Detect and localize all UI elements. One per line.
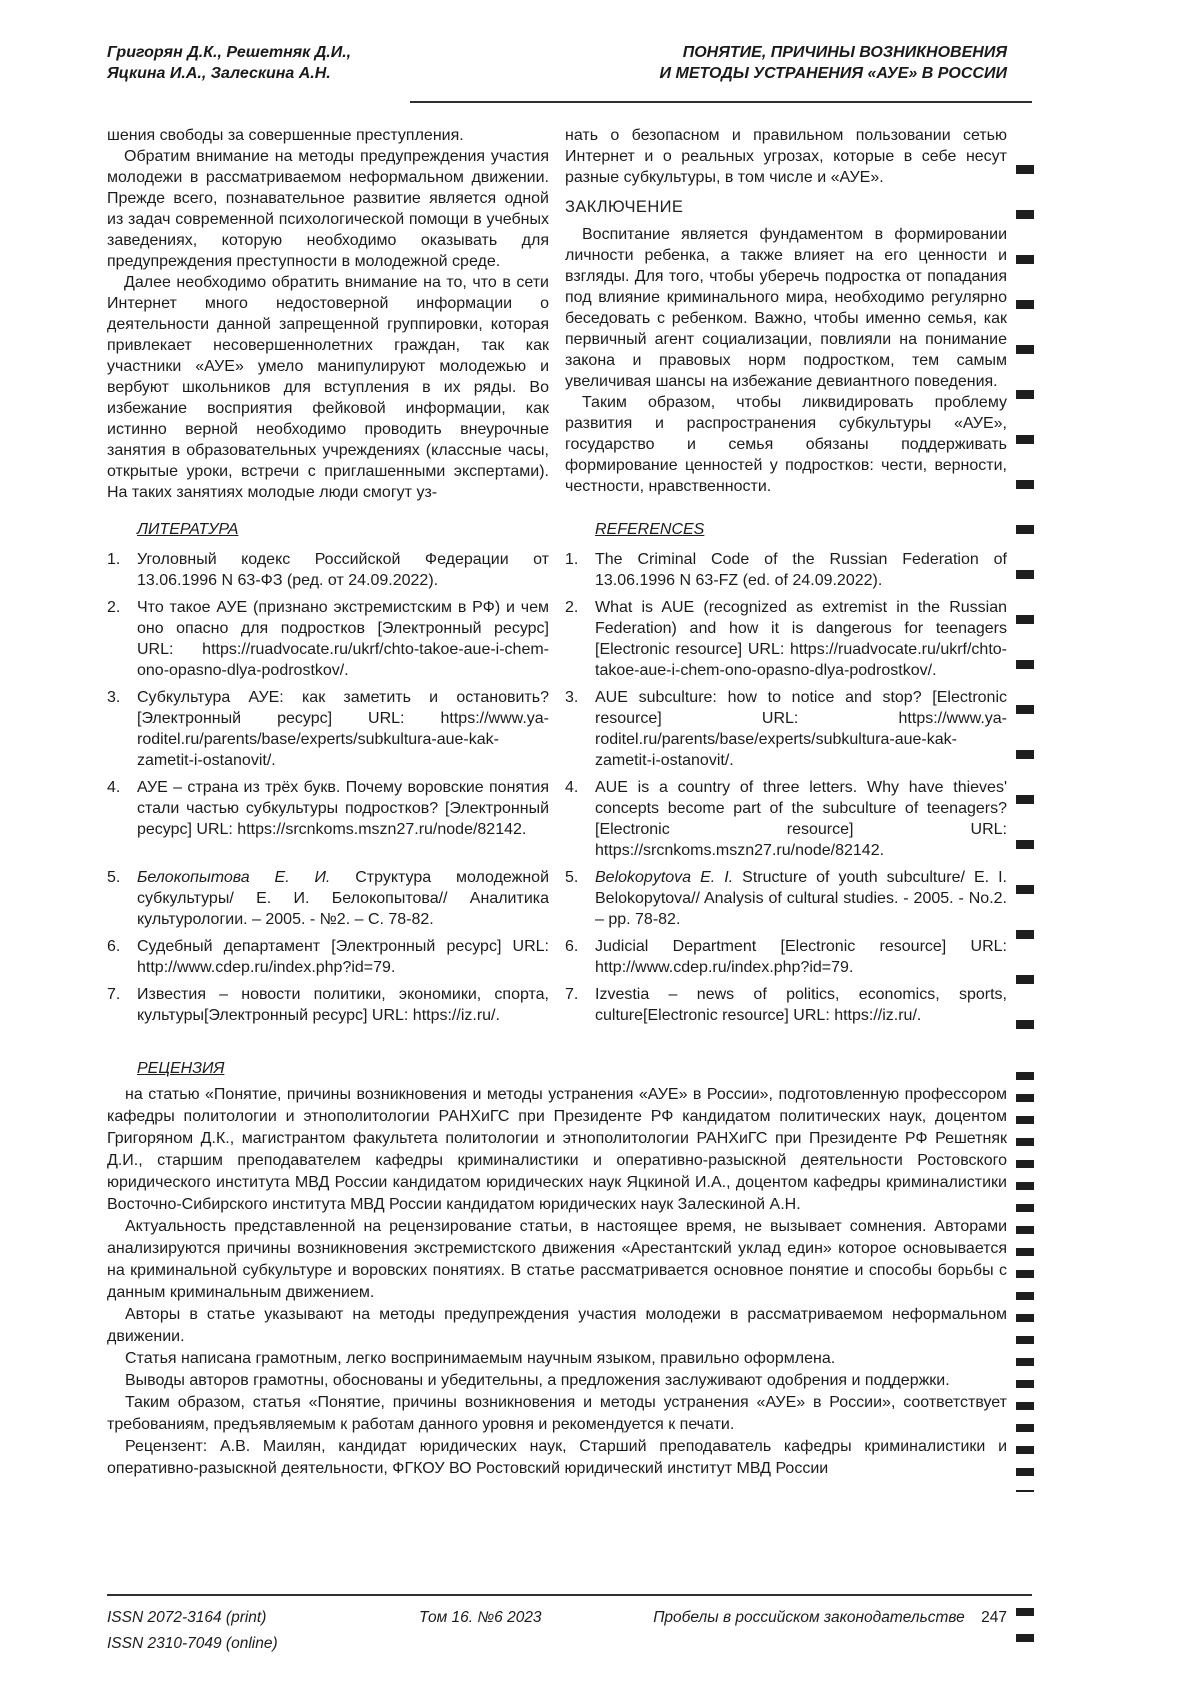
- item-text: AUE subculture: how to notice and stop? [Electronic resource] URL: https://www.ya-roditel.ru/parents/base/experts/subkultura-aue-kak-zametit-i-ostanovit/.: [595, 689, 1007, 769]
- issn-block: [107, 1605, 419, 1657]
- article-right-column: [565, 125, 1007, 503]
- literature-item: [107, 549, 549, 591]
- footer-divider: [107, 1594, 1032, 1596]
- page-header: [107, 42, 1007, 84]
- literature-item: [107, 687, 549, 771]
- item-number: 7.: [565, 986, 579, 1003]
- article-title: [660, 42, 1007, 84]
- item-text: The Criminal Code of the Russian Federation of 13.06.1996 N 63-FZ (ed. of 24.09.2022).: [595, 551, 1007, 589]
- item-number: 2.: [565, 599, 579, 616]
- paragraph: Обратим внимание на методы предупреждения участия молодежи в рассматриваемом неформальном движении. Прежде всего, познавательное развитие является одной из задач современной психологической помощи в учебных заведениях, которую необходимо оказывать для предупреждения преступности в молодежной среде.: [107, 148, 549, 270]
- review-paragraph: Статья написана грамотным, легко воспринимаемым научным языком, правильно оформлена.: [125, 1350, 836, 1367]
- article-body: [107, 125, 1007, 503]
- page-number: 247: [981, 1609, 1007, 1626]
- review-paragraph: на статью «Понятие, причины возникновения и методы устранения «АУЕ» в России», подготовленную профессором кафедры политологии и этнополитологии РАНХиГС при Президенте РФ кандидатом политических наук, доцентом Григоряном Д.К., магистрантом факультета политологии и этнополитологии РАНХиГС при Президенте РФ Решетняк Д.И., старшим преподавателем кафедры криминалистики и оперативно-разыскной деятельности Ростовского юридического института МВД России кандидатом юридических наук Яцкиной И.А., доцентом кафедры криминалистики Восточно-Сибирского института МВД России кандидатом юридических наук Залескиной А.Н.: [107, 1086, 1007, 1213]
- item-number: 3.: [107, 689, 121, 706]
- item-number: 6.: [565, 938, 579, 955]
- paragraph: Далее необходимо обратить внимание на то, что в сети Интернет много недостоверной информации о деятельности данной запрещенной группировки, которая привлекает несовершеннолетних граждан, так как участники «АУЕ» умело манипулируют молодежью и вербуют школьников для вступления в их ряды. Во избежание восприятия фейковой информации, как истинно верной необходимо проводить внеурочные занятия в образовательных учреждениях (классные часы, открытые уроки, встречи с приглашенными экспертами). На таких занятиях молодые люди смогут уз-: [107, 274, 549, 501]
- item-number: 4.: [107, 779, 121, 796]
- journal-block: [653, 1605, 1007, 1657]
- paragraph: Воспитание является фундаментом в формировании личности ребенка, а также влияет на его ценности и взгляды. Для того, чтобы уберечь подростка от попадания под влияние криминального мира, необходимо регулярно беседовать с ребенком. Важно, чтобы именно семья, как первичный агент социализации, повлияли на понимание закона и правовых норм подростком, тем самым увеличивая шансы на избежание девиантного поведения.: [565, 226, 1007, 390]
- literature-item: [107, 597, 549, 681]
- item-author-emphasis: Belokopytova E. I.: [595, 869, 734, 886]
- page-edge-marks: [1016, 1072, 1034, 1492]
- review-paragraph: Рецензент: А.В. Маилян, кандидат юридических наук, Старший преподаватель кафедры криминалистики и оперативно-разыскной деятельности, ФГКОУ ВО Ростовский юридический институт МВД России: [107, 1438, 1007, 1477]
- literature-item: [107, 984, 549, 1026]
- reference-item: [565, 984, 1007, 1026]
- item-number: 1.: [565, 551, 579, 568]
- reference-item: [565, 936, 1007, 978]
- reference-lists: [107, 519, 1007, 1032]
- literature-heading: ЛИТЕРАТУРА: [137, 521, 239, 538]
- authors-line-1: Григорян Д.К., Решетняк Д.И.,: [107, 44, 352, 61]
- review-paragraph: Авторы в статье указывают на методы предупреждения участия молодежи в рассматриваемом неформальном движении.: [107, 1306, 1007, 1345]
- review-heading: РЕЦЕНЗИЯ: [137, 1060, 225, 1077]
- paragraph: шения свободы за совершенные преступления.: [107, 127, 464, 144]
- paragraph: Таким образом, чтобы ликвидировать проблему развития и распространения субкультуры «АУЕ», государство и семья обязаны поддерживать формирование ценностей у подростков: чести, верности, честности, нравственности.: [565, 394, 1007, 495]
- issn-online: ISSN 2310-7049 (online): [107, 1635, 278, 1652]
- item-text: Judicial Department [Electronic resource] URL: http://www.cdep.ru/index.php?id=79.: [595, 938, 1007, 976]
- review-paragraph: Актуальность представленной на рецензирование статьи, в настоящее время, не вызывает сомнения. Авторами анализируются причины возникновения экстремистского движения «Арестантский уклад един» которое основывается на криминальной субкультуре и воровских понятиях. В статье рассматривается основное понятие и способы борьбы с данным криминальным движением.: [107, 1218, 1007, 1301]
- item-text: Что такое АУЕ (признано экстремистским в РФ) и чем оно опасно для подростков [Электронный ресурс] URL: https://ruadvocate.ru/ukrf/chto-takoe-aue-i-chem-ono-opasno-dlya-podrostkov/.: [137, 599, 549, 679]
- item-number: 5.: [565, 869, 579, 886]
- paragraph: нать о безопасном и правильном пользовании сетью Интернет и о реальных угрозах, которые в себе несут разные субкультуры, в том числе и «АУЕ».: [565, 127, 1007, 186]
- review-section: [107, 1058, 1007, 1480]
- page-footer: [107, 1594, 1032, 1657]
- item-author-emphasis: Белокопытова Е. И.: [137, 869, 331, 886]
- literature-item: [107, 867, 549, 930]
- reference-item: [565, 687, 1007, 771]
- review-paragraph: Таким образом, статья «Понятие, причины возникновения и методы устранения «АУЕ» в России», соответствует требованиям, предъявляемым к работам данного уровня и рекомендуется к печати.: [107, 1394, 1007, 1433]
- page-content: [107, 42, 1007, 1480]
- item-text: Izvestia – news of politics, economics, sports, culture[Electronic resource] URL: https://iz.ru/.: [595, 986, 1007, 1024]
- item-text: Субкультура АУЕ: как заметить и остановить? [Электронный ресурс] URL: https://www.ya-roditel.ru/parents/base/experts/subkultura-aue-kak-zametit-i-ostanovit/.: [137, 689, 549, 769]
- item-number: 1.: [107, 551, 121, 568]
- volume-info: Том 16. №6 2023: [419, 1609, 542, 1626]
- article-left-column: [107, 125, 549, 503]
- reference-item: [565, 867, 1007, 930]
- item-text: Уголовный кодекс Российской Федерации от 13.06.1996 N 63-ФЗ (ред. от 24.09.2022).: [137, 551, 549, 589]
- journal-name: Пробелы в российском законодательстве: [653, 1609, 965, 1626]
- reference-item: [565, 549, 1007, 591]
- item-text: Известия – новости политики, экономики, спорта, культуры[Электронный ресурс] URL: https://iz.ru/.: [137, 986, 549, 1024]
- item-text: [137, 867, 549, 930]
- authors-block: [107, 42, 351, 84]
- item-text-rest: Структура молодежной субкультуры/ Е. И. Белокопытова// Аналитика культурологии. – 2005. - №2. – С. 78-82.: [137, 869, 549, 928]
- item-number: 6.: [107, 938, 121, 955]
- review-paragraph: Выводы авторов грамотны, обоснованы и убедительны, а предложения заслуживают одобрения и поддержки.: [125, 1372, 950, 1389]
- item-number: 3.: [565, 689, 579, 706]
- page-edge-marks: [1016, 1608, 1034, 1654]
- title-line-1: ПОНЯТИЕ, ПРИЧИНЫ ВОЗНИКНОВЕНИЯ: [682, 44, 1007, 61]
- item-text: [595, 867, 1007, 930]
- reference-item: [565, 597, 1007, 681]
- item-text: Судебный департамент [Электронный ресурс] URL: http://www.cdep.ru/index.php?id=79.: [137, 938, 549, 976]
- literature-item: [107, 777, 549, 861]
- item-text-rest: Structure of youth subculture/ E. I. Belokopytova// Analysis of cultural studies. - 2005. - No.2. – pp. 78-82.: [595, 869, 1007, 928]
- footer-row: [107, 1605, 1032, 1657]
- authors-line-2: Яцкина И.А., Залескина А.Н.: [107, 65, 331, 82]
- reference-item: [565, 777, 1007, 861]
- references-heading: REFERENCES: [595, 521, 705, 538]
- page-edge-marks: [1016, 165, 1034, 1043]
- item-number: 7.: [107, 986, 121, 1003]
- item-text: AUE is a country of three letters. Why have thieves' concepts become part of the subculture of teenagers? [Electronic resource] URL: https://srcnkoms.mszn27.ru/node/82142.: [595, 779, 1007, 859]
- literature-item: [107, 936, 549, 978]
- title-line-2: И МЕТОДЫ УСТРАНЕНИЯ «АУЕ» В РОССИИ: [659, 65, 1007, 82]
- item-text: What is AUE (recognized as extremist in the Russian Federation) and how it is dangerous for teenagers [Electronic resource] URL: https://ruadvocate.ru/ukrf/chto-takoe-aue-i-chem-ono-opasno-dlya-podrostkov/.: [595, 599, 1007, 679]
- item-number: 5.: [107, 869, 121, 886]
- item-text: АУЕ – страна из трёх букв. Почему воровские понятия стали частью субкультуры подростков? [Электронный ресурс] URL: https://srcnkoms.mszn27.ru/node/82142.: [137, 779, 549, 838]
- item-number: 2.: [107, 599, 121, 616]
- item-number: 4.: [565, 779, 579, 796]
- header-divider: [410, 101, 1032, 103]
- conclusion-heading: ЗАКЛЮЧЕНИЕ: [565, 198, 684, 216]
- issn-print: ISSN 2072-3164 (print): [107, 1609, 267, 1626]
